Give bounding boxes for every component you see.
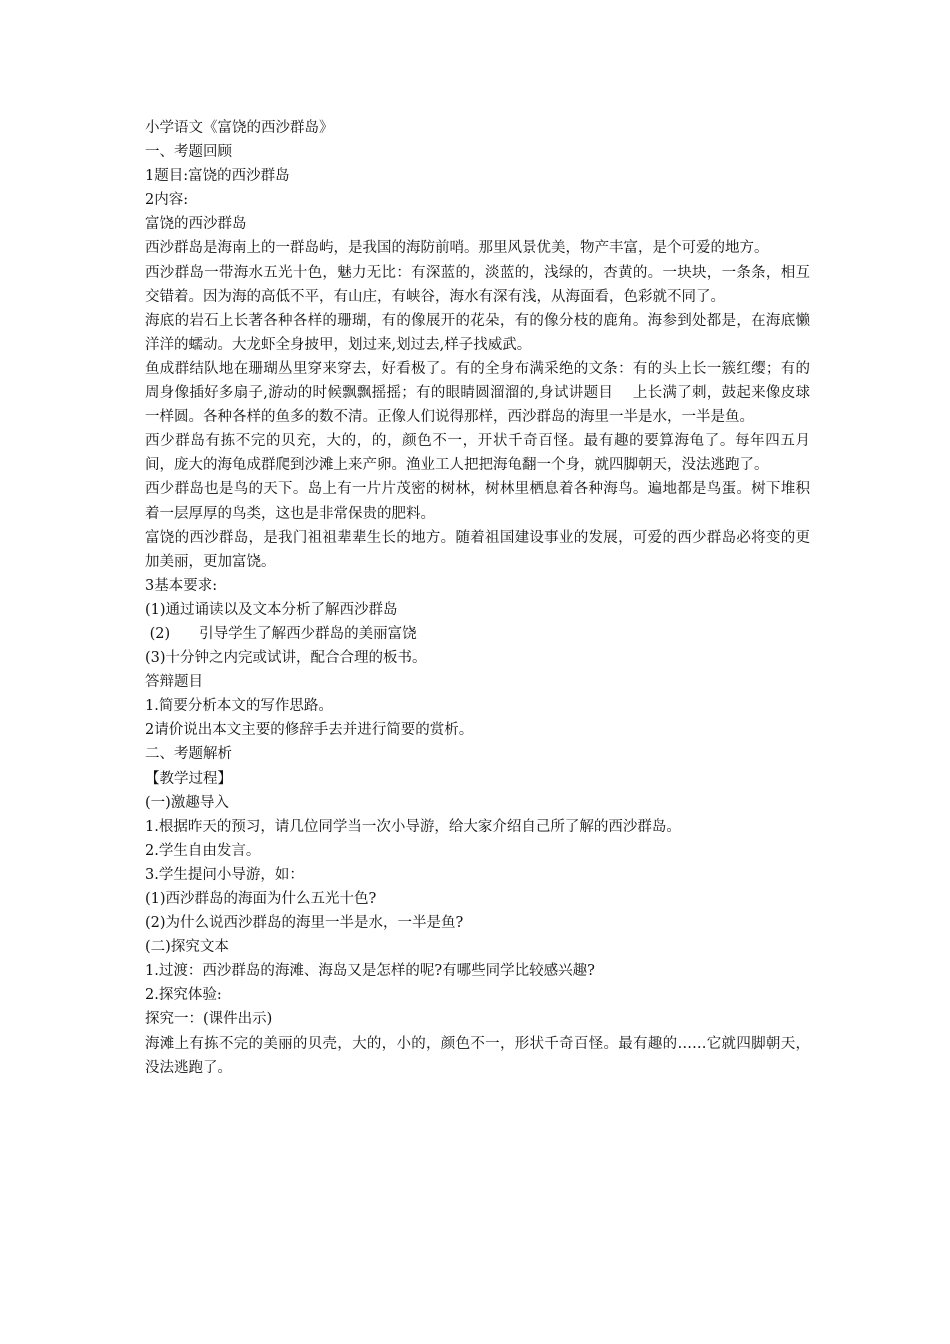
text-title: 富饶的西沙群岛 xyxy=(145,216,247,233)
paragraph: 富饶的西沙群岛，是我门祖祖辈辈生长的地方。随着祖国建设事业的发展，可爱的西少群岛必将变的更加美丽，更加富饶。 xyxy=(145,529,810,570)
topic-line: 1题目:富饶的西沙群岛 xyxy=(145,168,290,185)
paragraph: 西沙群岛一带海水五光十色，魅力无比：有深蓝的，淡蓝的，浅绿的，杏黄的。一块块，一条条，相互交错着。因为海的高低不平，有山庄，有峡谷，海水有深有浅，从海面看，色彩就不同了。 xyxy=(145,264,810,305)
requirement-item: (2) 引导学生了解西少群岛的美丽富饶 xyxy=(145,625,417,642)
defense-question: 1.简要分析本文的写作思路。 xyxy=(145,698,333,715)
paragraph: 海底的岩石上长著各种各样的珊瑚，有的像展开的花朵，有的像分枝的鹿角。海参到处都是，在海底懒洋洋的蠕动。大龙虾全身披甲，划过来,划过去,样子找威武。 xyxy=(145,312,810,353)
paragraph: 海滩上有拣不完的美丽的贝壳，大的，小的，颜色不一，形状千奇百怪。最有趣的……它就四脚朝天，没法逃跑了。 xyxy=(145,1035,810,1076)
section-heading: 二、考题解析 xyxy=(145,746,232,763)
subsection-heading: (二)探究文本 xyxy=(145,939,229,956)
defense-question: 2请价说出本文主要的修辞手去并进行简要的赏析。 xyxy=(145,722,474,739)
list-item: 1.根据昨天的预习，请几位同学当一次小导游，给大家介绍自己所了解的西沙群岛。 xyxy=(145,818,681,835)
list-item: (1)西沙群岛的海面为什么五光十色? xyxy=(145,891,377,907)
explore-label: 探究一：(课件出示) xyxy=(145,1011,273,1028)
paragraph: 鱼成群结队地在珊瑚丛里穿来穿去，好看极了。有的全身布满采绝的文条：有的头上长一簇红缨；有的周身像插好多扇子,游动的时候飘飘摇摇；有的眼睛圆溜溜的,身试讲题目 上长满了刺，鼓起来像皮球一样圆。各种各样的鱼多的数不清。正像人们说得那样，西沙群岛的海里一半是水，一半是鱼。 xyxy=(145,360,810,426)
teaching-process-heading: 【教学过程】 xyxy=(145,770,232,787)
list-item: 3.学生提问小导游，如： xyxy=(145,866,304,883)
list-item: 2.探究体验: xyxy=(145,987,222,1004)
document-title: 小学语文《富饶的西沙群岛》 xyxy=(145,120,334,136)
requirements-label: 3基本要求: xyxy=(145,577,218,594)
section-heading: 一、考题回顾 xyxy=(145,144,232,161)
paragraph: 西少群岛也是鸟的天下。岛上有一片片茂密的树林，树林里栖息着各种海鸟。遍地都是鸟蛋。树下堆积着一层厚厚的鸟类，这也是非常保贵的肥料。 xyxy=(145,481,810,522)
defense-questions-label: 答辩题目 xyxy=(145,674,203,691)
list-item: 2.学生自由发言。 xyxy=(145,842,261,859)
paragraph: 西沙群岛是海南上的一群岛屿，是我国的海防前哨。那里风景优美，物产丰富，是个可爱的地方。 xyxy=(145,240,769,257)
list-item: (2)为什么说西沙群岛的海里一半是水，一半是鱼? xyxy=(145,915,464,932)
paragraph: 西少群岛有拣不完的贝充，大的，的，颜色不一，开状千奇百怪。最有趣的要算海龟了。每年四五月间，庞大的海龟成群爬到沙滩上来产卵。渔业工人把把海龟翻一个身，就四脚朝天，没法逃跑了。 xyxy=(145,433,810,474)
requirement-item: (3)十分钟之内完或试讲，配合合理的板书。 xyxy=(145,650,427,667)
list-item: 1.过渡：西沙群岛的海滩、海岛又是怎样的呢?有哪些同学比较感兴趣? xyxy=(145,963,595,980)
document-page xyxy=(145,116,810,1080)
requirement-item: (1)通过诵读以及文本分析了解西沙群岛 xyxy=(145,601,398,618)
content-label: 2内容: xyxy=(145,192,189,209)
subsection-heading: (一)激趣导入 xyxy=(145,794,229,811)
